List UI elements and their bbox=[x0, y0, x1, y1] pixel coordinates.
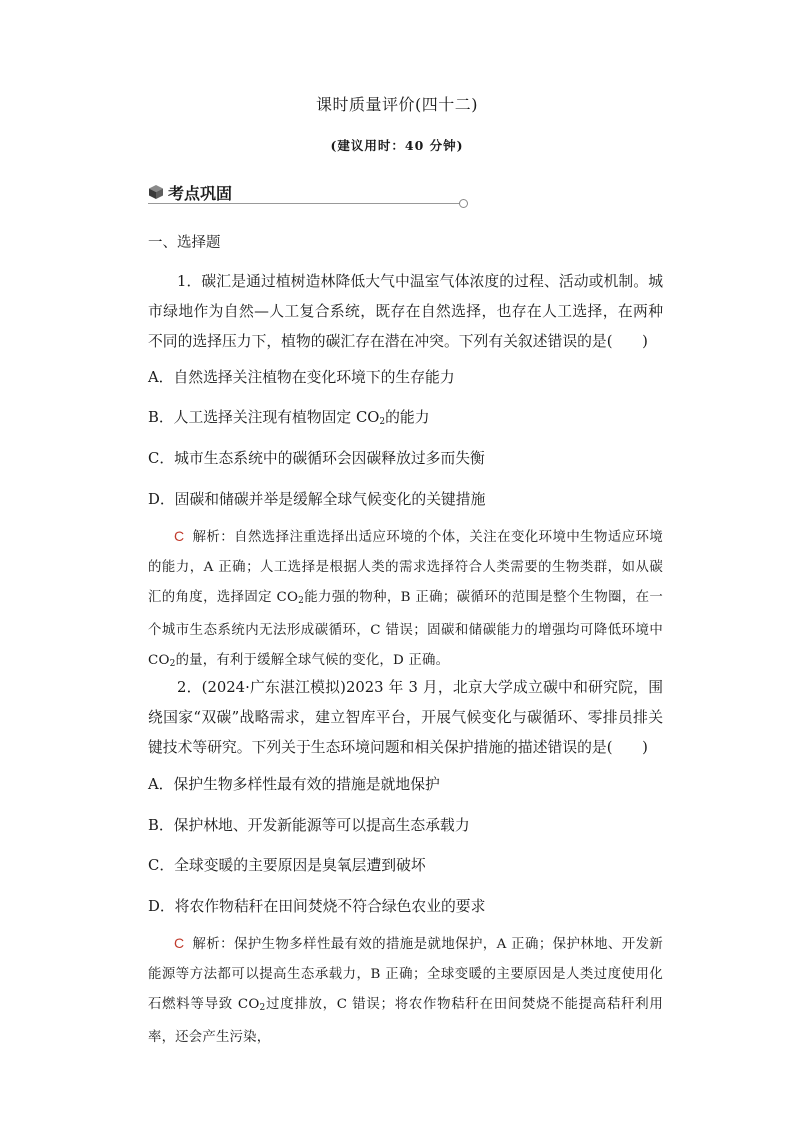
q1-option-d: D．固碳和储碳并举是缓解全球气候变化的关键措施 bbox=[148, 491, 486, 508]
cube-icon bbox=[148, 184, 164, 200]
suggested-time: (建议用时：40 分钟) bbox=[330, 138, 464, 153]
q2-option-c: C．全球变暖的主要原因是臭氧层遭到破坏 bbox=[148, 857, 426, 874]
q2-analysis: C 解析：保护生物多样性最有效的措施是就地保护，A 正确；保护林地、开发新能源等方法都可以提高生态承载力，B 正确；全球变暖的主要原因是人类过度使用化石燃料等导致 $CO_2$过度排放，C 错误；将农作物秸秆在田间焚烧不能提高秸秆利用率，还会产生污染， bbox=[148, 935, 663, 1045]
q2-option-a: A．保护生物多样性最有效的措施是就地保护 bbox=[148, 776, 440, 793]
q1-option-b: B．人工选择关注现有植物固定 $CO_2$的能力 bbox=[148, 409, 430, 427]
question-1 bbox=[148, 267, 663, 357]
question-2 bbox=[148, 673, 663, 763]
part-label: 一、选择题 bbox=[148, 235, 221, 251]
q2-option-d: D．将农作物秸秆在田间焚烧不符合绿色农业的要求 bbox=[148, 898, 486, 915]
section-divider bbox=[148, 203, 460, 204]
q1-option-c: C．城市生态系统中的碳循环会因碳释放过多而失衡 bbox=[148, 450, 485, 467]
divider-end-dot bbox=[459, 199, 468, 208]
page-title: 课时质量评价(四十二) bbox=[316, 95, 478, 114]
q1-analysis: C 解析：自然选择注重选择出适应环境的个体，关注在变化环境中生物适应环境的能力，A 正确；人工选择是根据人类的需求选择符合人类需要的生物类群，如从碳汇的角度，选择固定 $CO_2$能力强的物种，B 正确；碳循环的范围是整个生物圈，在一个城市生态系统内无法形成碳循环，C 错误；固碳和储碳能力的增强均可降低环境中 $CO_2$的量，有利于缓解全球气候的变化，D 正确。 bbox=[148, 528, 663, 669]
q2-answer: C bbox=[174, 935, 185, 951]
q1-option-a: A．自然选择关注植物在变化环境下的生存能力 bbox=[148, 369, 455, 386]
question-2-text: 2．(2024·广东湛江模拟)2023 年 3 月，北京大学成立碳中和研究院，围绕国家“双碳”战略需求，建立智库平台，开展气候变化与碳循环、零排员排关键技术等研究。下列关于生态环境问题和相关保护措施的描述错误的是( ) bbox=[148, 679, 663, 756]
section-header bbox=[148, 180, 466, 206]
question-1-text: 1．碳汇是通过植树造林降低大气中温室气体浓度的过程、活动或机制。城市绿地作为自然—人工复合系统，既存在自然选择，也存在人工选择，在两种不同的选择压力下，植物的碳汇存在潜在冲突。下列有关叙述错误的是( ) bbox=[148, 273, 663, 350]
section-title: 考点巩固 bbox=[168, 184, 233, 203]
q2-option-b: B．保护林地、开发新能源等可以提高生态承载力 bbox=[148, 817, 470, 834]
q1-answer: C bbox=[174, 528, 185, 544]
